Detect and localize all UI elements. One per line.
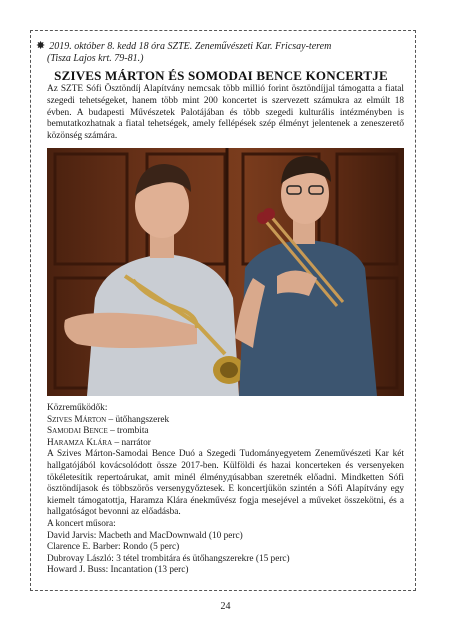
contributor-item xyxy=(47,426,404,438)
event-address: (Tisza Lajos krt. 79-81.) xyxy=(47,53,144,64)
contributor-role: – narrátor xyxy=(112,437,151,448)
contributor-item xyxy=(47,438,404,450)
contributor-name: Szives Márton xyxy=(47,414,107,425)
program-item: David Jarvis: Macbeth and MacDownwald (10 perc) xyxy=(47,530,243,541)
contributor-role: – ütőhangszerek xyxy=(106,414,170,425)
program-item: Clarence E. Barber: Rondo (5 perc) xyxy=(47,542,180,553)
contributor-role: – trombita xyxy=(107,426,149,437)
event-date-venue: 2019. október 8. kedd 18 óra SZTE. Zeneművészeti Kar. Fricsay-terem xyxy=(49,41,332,52)
concert-title: SZIVES MÁRTON ÉS SOMODAI BENCE KONCERTJE xyxy=(54,68,388,83)
contributors-heading: Közreműködők: xyxy=(47,403,108,413)
performers-photo xyxy=(47,148,404,396)
intro-paragraph: Az SZTE Sófi Ösztöndíj Alapítvány nemcsak több millió forint ösztöndíjjal támogatta a fiatal szegedi tehetségeket, hanem több mint 200 koncertet is szervezett számukra az elmúlt 18 évben. A budapesti Művészetek Palotájában és több szegedi kulturális intézményben is bemutatkozhatnak a fiatal tehetségek, amely fellépések szép élményt jelentenek a zeneszerető közönség számára. xyxy=(47,84,404,142)
program-item: Dubrovay László: 3 tétel trombitára és ütőhangszerekre (15 perc) xyxy=(47,553,290,564)
program-item: Howard J. Buss: Incantation (13 perc) xyxy=(47,565,189,576)
flower-icon: ✸ xyxy=(36,40,46,52)
duo-description: A Szives Márton-Samodai Bence Duó a Szegedi Tudományegyetem Zeneművészeti Kar két hallgatójából kovácsolódott össze 2017-ben. Külföldi és hazai koncerteken és versenyeken tökéletesítik repertoárukat, amit minél élményдúsabban szeretnék előadni. Mindketten Sófi ösztöndíjasok és többszörös versenygyőztesek. E koncertjükön szintén a Sófi Alapítvány egy kiemelt támogatottja, Haramza Klára énekművész fogja mesejével a műveket összekötni, és a hallgatóságot bevonni az előadásba. xyxy=(47,449,404,518)
program-heading: A koncert műsora: xyxy=(47,518,116,529)
page-number: 24 xyxy=(220,601,231,612)
contributor-name: Samodai Bence xyxy=(47,426,108,437)
event-header xyxy=(36,40,406,65)
details-section xyxy=(47,403,404,577)
contributor-item xyxy=(47,415,404,427)
contributor-name: Haramza Klára xyxy=(47,437,113,448)
